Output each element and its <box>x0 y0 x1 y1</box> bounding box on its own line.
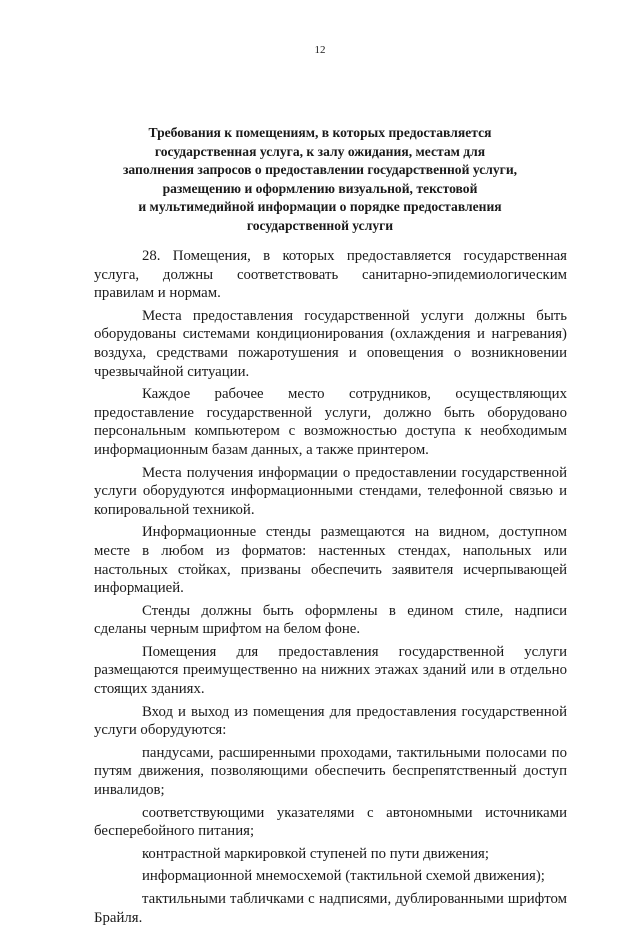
page-number: 12 <box>314 44 326 56</box>
heading-line: и мультимедийной информации о порядке предоставления <box>138 199 502 215</box>
paragraph-28: 28. Помещения, в которых предоставляется государственная услуга, должны соответствовать санитарно-эпидемиологическим правилам и нормам. <box>94 248 567 302</box>
heading-line: заполнения запросов о предоставлении государственной услуги, <box>122 162 518 178</box>
paragraph-stands-style: Стенды должны быть оформлены в едином стиле, надписи сделаны черным шрифтом на белом фоне. <box>94 602 567 638</box>
paragraph-climate-systems: Места предоставления государственной услуги должны быть оборудованы системами кондиционирования (охлаждения и нагревания) воздуха, средствами пожаротушения и оповещения о возникновении чрезвычайной ситуации. <box>94 307 567 380</box>
list-item-step-marking: контрастной маркировкой ступеней по пути движения; <box>142 845 489 862</box>
body-text <box>94 247 567 927</box>
heading-line: Требования к помещениям, в которых предоставляется <box>148 125 492 140</box>
list-item-signs: соответствующими указателями с автономными источниками бесперебойного питания; <box>94 804 567 840</box>
list-item-ramps: пандусами, расширенными проходами, тактильными полосами по путям движения, позволяющими обеспечить беспрепятственный доступ инвалидов; <box>94 744 567 799</box>
paragraph-premises-location: Помещения для предоставления государственной услуги размещаются преимущественно на нижних этажах зданий или в отдельно стоящих зданиях. <box>94 643 567 698</box>
heading-line: размещению и оформлению визуальной, текстовой <box>162 180 478 196</box>
heading-line: государственной услуги <box>246 217 394 233</box>
heading-line: государственная услуга, к залу ожидания, местам для <box>154 143 486 159</box>
paragraph-info-places: Места получения информации о предоставлении государственной услуги оборудуются информационными стендами, телефонной связью и копировальной техникой. <box>94 464 567 518</box>
section-heading <box>60 124 580 236</box>
paragraph-workplaces: Каждое рабочее место сотрудников, осуществляющих предоставление государственной услуги, должно быть оборудовано персональным компьютером с возможностью доступа к необходимым информационным базам данных, а также принтером. <box>94 386 567 458</box>
paragraph-info-stands: Информационные стенды размещаются на видном, доступном месте в любом из форматов: настенных стендах, напольных или настольных стойках, призваны обеспечить заявителя исчерпывающей информацией. <box>94 524 567 597</box>
paragraph-entrance: Вход и выход из помещения для предоставления государственной услуги оборудуются: <box>94 703 567 739</box>
list-item-braille-plates: тактильными табличками с надписями, дублированными шрифтом Брайля. <box>94 891 567 926</box>
list-item-mnemonic-scheme: информационной мнемосхемой (тактильной схемой движения); <box>142 868 545 885</box>
